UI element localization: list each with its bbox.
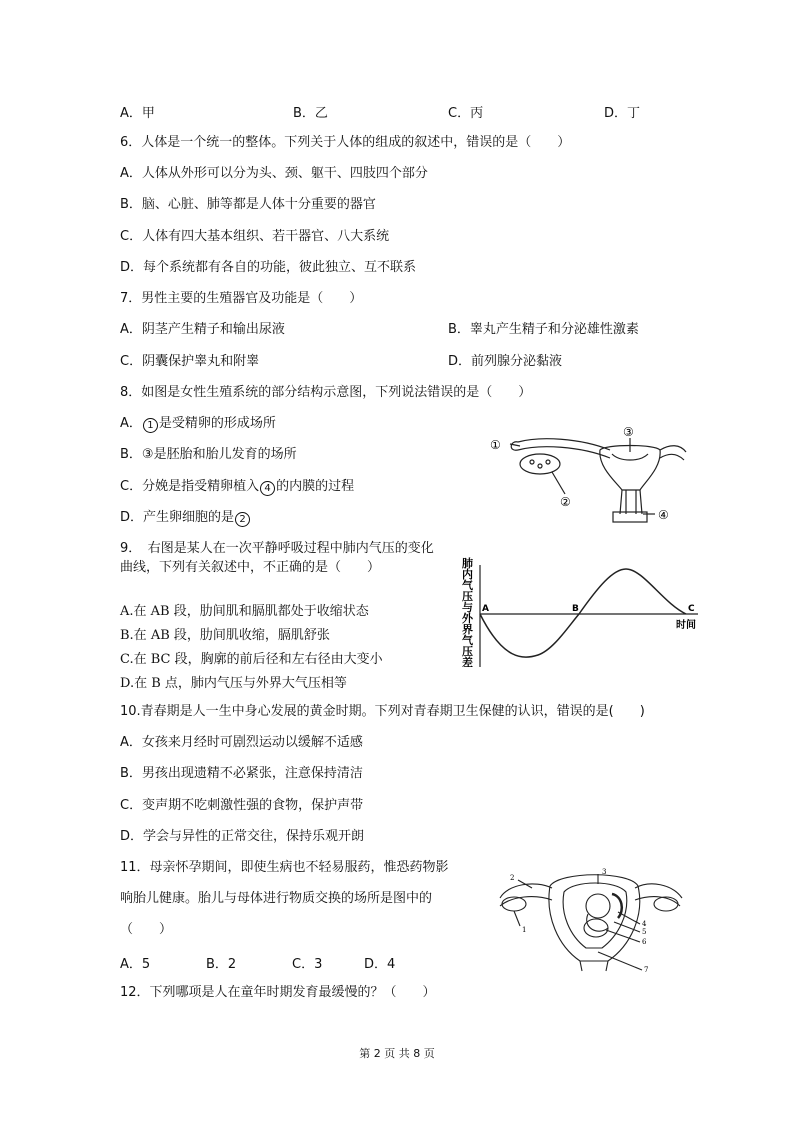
q10-stem: 10.青春期是人一生中身心发展的黄金时期。下列对青春期卫生保健的认识，错误的是( )	[120, 704, 645, 719]
lung-pressure-chart	[458, 555, 708, 670]
q9-stem-line2: 曲线，下列有关叙述中，不正确的是（ ）	[120, 560, 381, 575]
figure-label-1: ①	[490, 438, 501, 452]
chart-ylabel-char: 界	[462, 623, 473, 636]
q7-option-b: B．睾丸产生精子和分泌雄性激素	[448, 322, 639, 337]
q8-stem: 8．如图是女性生殖系统的部分结构示意图，下列说法错误的是（ ）	[120, 385, 532, 400]
q11-stem-line1: 11．母亲怀孕期间，即使生病也不轻易服药，惟恐药物影	[120, 860, 449, 875]
q10-option-a: A．女孩来月经时可剧烈运动以缓解不适感	[120, 735, 363, 750]
q8-option-a-text: 是受精卵的形成场所	[158, 416, 276, 431]
q5-option-c: C．丙	[448, 106, 484, 121]
figure-label-3: ③	[623, 425, 634, 439]
pregnant-uterus-figure	[490, 866, 690, 978]
q5-option-d: D．丁	[604, 106, 641, 121]
uterus-label-5: 5	[642, 928, 647, 936]
q11-option-b: B．2	[206, 957, 237, 972]
q8-option-c	[120, 478, 354, 496]
q9-option-c: C.在 BC 段，胸廓的前后径和左右径由大变小	[120, 652, 383, 667]
q11-paren: （ ）	[120, 922, 173, 937]
q7-option-c: C．阴囊保护睾丸和附睾	[120, 354, 260, 369]
q6-option-b: B．脑、心脏、肺等都是人体十分重要的器官	[120, 197, 376, 212]
q6-stem: 6．人体是一个统一的整体。下列关于人体的组成的叙述中，错误的是（ ）	[120, 135, 571, 150]
circled-number-1: 1	[143, 418, 158, 433]
q11-stem-line2: 响胎儿健康。胎儿与母体进行物质交换的场所是图中的	[120, 891, 433, 906]
q10-option-d: D．学会与异性的正常交往，保持乐观开朗	[120, 829, 365, 844]
uterus-label-3: 3	[602, 868, 607, 876]
q9-option-d: D.在 B 点，肺内气压与外界大气压相等	[120, 676, 347, 691]
q6-option-c: C．人体有四大基本组织、若干器官、八大系统	[120, 229, 390, 244]
chart-ylabel-char: 内	[462, 568, 473, 581]
q9-stem-line1: 9． 右图是某人在一次平静呼吸过程中肺内气压的变化	[120, 541, 434, 556]
uterus-label-7: 7	[644, 966, 649, 974]
chart-ylabel-char: 与	[462, 601, 473, 614]
chart-ylabel-char: 外	[462, 612, 473, 625]
pressure-curve	[480, 569, 686, 657]
chart-ylabel-char: 压	[462, 645, 473, 658]
q10-option-b: B．男孩出现遗精不必紧张，注意保持清洁	[120, 766, 363, 781]
point-label-b: B	[572, 604, 579, 614]
q6-option-d: D．每个系统都有各自的功能，彼此独立、互不联系	[120, 260, 417, 275]
page-footer: 第 2 页 共 8 页	[359, 1047, 435, 1060]
uterus-label-4: 4	[642, 920, 647, 928]
q7-option-d: D．前列腺分泌黏液	[448, 354, 563, 369]
chart-ylabel-chars	[462, 556, 474, 669]
q9-option-a: A.在 AB 段，肋间肌和膈肌都处于收缩状态	[120, 604, 369, 619]
q7-option-a: A．阴茎产生精子和输出尿液	[120, 322, 285, 337]
chart-ylabel-vertical	[462, 556, 474, 669]
q10-option-c: C．变声期不吃刺激性强的食物，保护声带	[120, 798, 364, 813]
q8-option-d-prefix: D．产生卵细胞的是	[120, 510, 235, 525]
q11-option-c: C．3	[292, 957, 323, 972]
point-label-c: C	[688, 604, 695, 614]
q8-option-c-prefix: C．分娩是指受精卵植入	[120, 479, 260, 494]
q5-option-b: B．乙	[293, 106, 328, 121]
female-reproductive-system-figure	[480, 422, 690, 527]
q8-option-b: B．③是胚胎和胎儿发育的场所	[120, 447, 297, 462]
q6-option-a: A．人体从外形可以分为头、颈、躯干、四肢四个部分	[120, 166, 428, 181]
uterus-label-1: 1	[522, 926, 527, 934]
chart-ylabel-char: 肺	[462, 557, 473, 570]
circled-number-4: 4	[260, 481, 275, 496]
point-label-a: A	[482, 604, 489, 614]
q8-option-a-prefix: A．	[120, 416, 142, 431]
q7-stem: 7．男性主要的生殖器官及功能是（ ）	[120, 291, 363, 306]
chart-ylabel-char: 差	[462, 656, 473, 669]
uterus-label-6: 6	[642, 938, 647, 946]
chart-ylabel-char: 压	[462, 590, 473, 603]
q12-stem: 12．下列哪项是人在童年时期发育最缓慢的？（ ）	[120, 985, 436, 1000]
q8-option-a	[120, 415, 276, 433]
figure-label-4: ④	[658, 508, 669, 522]
q8-option-c-text: 的内膜的过程	[276, 479, 355, 494]
q9-option-b: B.在 AB 段，肋间肌收缩，膈肌舒张	[120, 628, 330, 643]
chart-xlabel: 时间	[676, 620, 696, 631]
q5-option-a: A．甲	[120, 106, 155, 121]
q8-option-d	[120, 509, 251, 527]
chart-ylabel-char: 气	[462, 634, 473, 647]
uterus-label-2: 2	[510, 874, 515, 882]
chart-ylabel-char: 气	[462, 579, 473, 592]
figure-label-2: ②	[560, 495, 571, 509]
circled-number-2: 2	[235, 512, 250, 527]
q11-option-a: A．5	[120, 957, 151, 972]
q11-option-d: D．4	[364, 957, 396, 972]
